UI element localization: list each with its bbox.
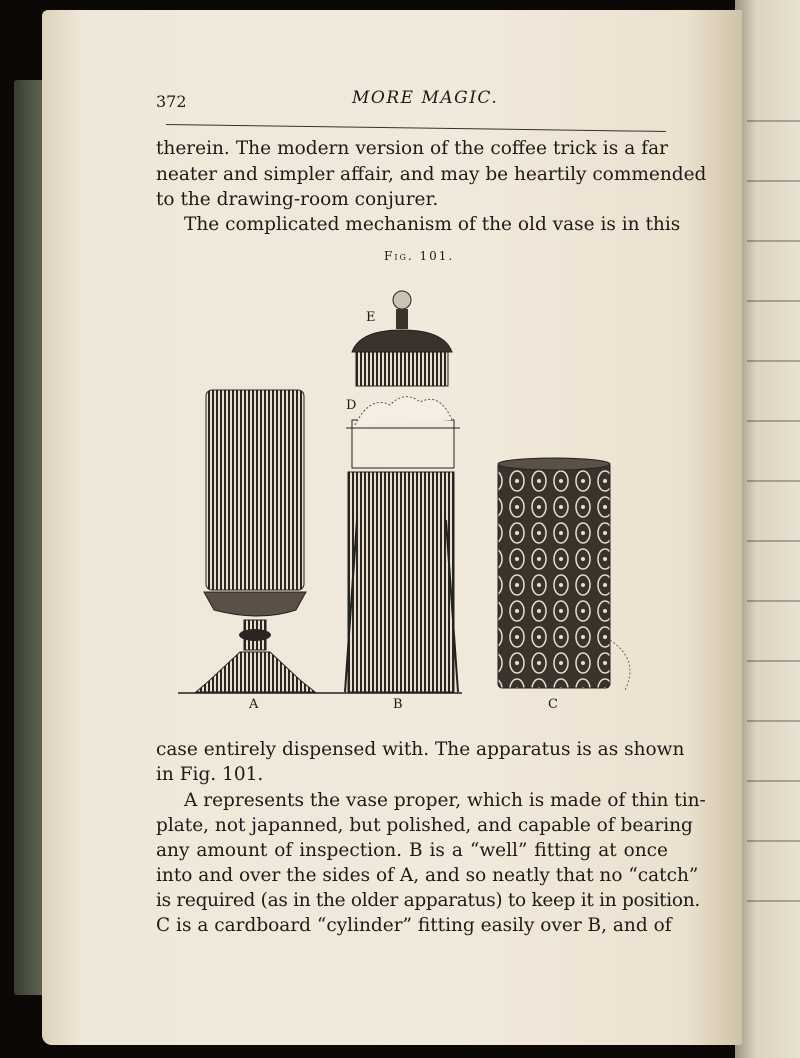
text-line: any amount of inspection. B is a “well” fitting at once	[156, 840, 668, 861]
text-line: is required (as in the older apparatus) to keep it in position.	[156, 890, 700, 911]
text-line: in Fig. 101.	[156, 764, 264, 785]
text-line: therein. The modern version of the coffee trick is a far	[156, 138, 668, 159]
label-b: B	[393, 697, 403, 712]
coffee-container-d	[346, 397, 460, 468]
label-e: E	[366, 310, 376, 325]
text-line: The complicated mechanism of the old vase is in this	[184, 214, 681, 235]
text-line: A represents the vase proper, which is made of thin tin-	[184, 790, 706, 811]
text-line: neater and simpler affair, and may be heartily commended	[156, 164, 707, 185]
text-line: into and over the sides of A, and so neatly that no “catch”	[156, 865, 699, 886]
cylinder-c	[498, 458, 630, 690]
lid-e	[352, 291, 452, 386]
text-line: to the drawing-room conjurer.	[156, 189, 439, 210]
text-line: C is a cardboard “cylinder” fitting easily over B, and of	[156, 915, 672, 936]
figure-caption: Fig. 101.	[384, 249, 455, 263]
label-d: D	[346, 398, 357, 413]
label-a: A	[249, 697, 259, 712]
text-line: case entirely dispensed with. The apparatus is as shown	[156, 739, 685, 760]
page-number: 372	[156, 92, 187, 111]
well-b	[345, 472, 458, 692]
label-c: C	[548, 697, 558, 712]
vase-a	[196, 390, 315, 692]
running-title: MORE MAGIC.	[352, 88, 499, 108]
text-line: plate, not japanned, but polished, and capable of bearing	[156, 815, 693, 836]
